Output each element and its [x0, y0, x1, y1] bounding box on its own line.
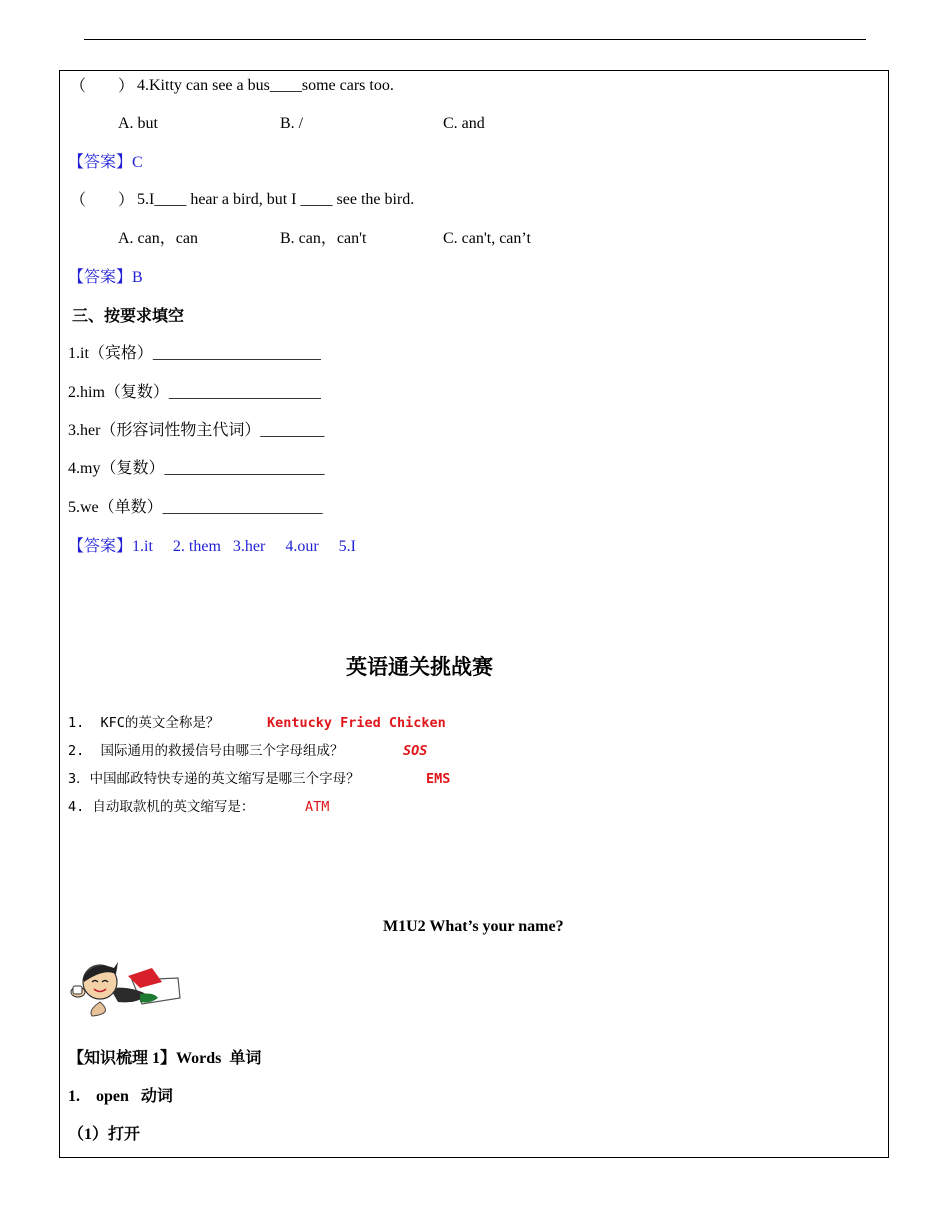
challenge-q3: 3．中国邮政特快专递的英文缩写是哪三个字母？ — [68, 771, 360, 787]
fill-item-4: 4.my（复数）____________________ — [68, 460, 325, 477]
q4-option-c: C. and — [443, 115, 485, 132]
section3-heading: 三、按要求填空 — [72, 306, 185, 325]
q5-option-a: A. can，can — [118, 230, 198, 247]
section3-answer — [68, 536, 356, 557]
q4-bracket: （ ） — [70, 76, 135, 95]
q5-answer-value: B — [132, 269, 143, 286]
q4-answer-label: 【答案】 — [68, 152, 133, 171]
header-rule — [84, 39, 866, 40]
challenge-q2: 2. 国际通用的救援信号由哪三个字母组成？ — [68, 743, 344, 759]
q5-answer-label: 【答案】 — [68, 267, 133, 286]
q5-stem: 5.I____ hear a bird, but I ____ see the bird. — [137, 191, 415, 208]
fill-item-2: 2.him（复数）___________________ — [68, 384, 321, 401]
challenge-a4: ATM — [305, 799, 330, 815]
q5-option-b: B. can，can't — [280, 230, 367, 247]
fill-item-3: 3.her（形容词性物主代词）________ — [68, 422, 325, 439]
section3-answer-label: 【答案】 — [68, 536, 133, 555]
q5-bracket: （ ） — [70, 190, 135, 209]
challenge-a1: Kentucky Fried Chicken — [267, 715, 446, 731]
q4-option-b: B. / — [280, 115, 304, 132]
fill-item-1: 1.it（宾格）_____________________ — [68, 345, 321, 362]
word-meaning: （1）打开 — [68, 1126, 141, 1143]
q4-answer-value: C — [132, 154, 143, 171]
lesson-title: M1U2 What’s your name? — [383, 918, 564, 935]
fill-item-5: 5.we（单数）____________________ — [68, 499, 323, 516]
challenge-q4: 4. 自动取款机的英文缩写是： — [68, 799, 255, 815]
flying-boy-illustration — [70, 958, 182, 1022]
challenge-a3: EMS — [426, 771, 451, 787]
q4-stem: 4.Kitty can see a bus____some cars too. — [137, 77, 394, 94]
q5-option-c: C. can't, can’t — [443, 230, 531, 247]
challenge-q1: 1. KFC的英文全称是？ — [68, 715, 220, 731]
q4-answer — [68, 152, 143, 173]
section3-answer-value: 1.it 2. them 3.her 4.our 5.I — [132, 538, 356, 555]
word-entry: 1. open 动词 — [68, 1088, 173, 1105]
q5-answer — [68, 267, 143, 288]
challenge-title: 英语通关挑战赛 — [346, 655, 493, 679]
challenge-a2: SOS — [403, 743, 428, 759]
knowledge-heading: 【知识梳理 1】Words 单词 — [68, 1050, 262, 1067]
q4-option-a: A. but — [118, 115, 158, 132]
